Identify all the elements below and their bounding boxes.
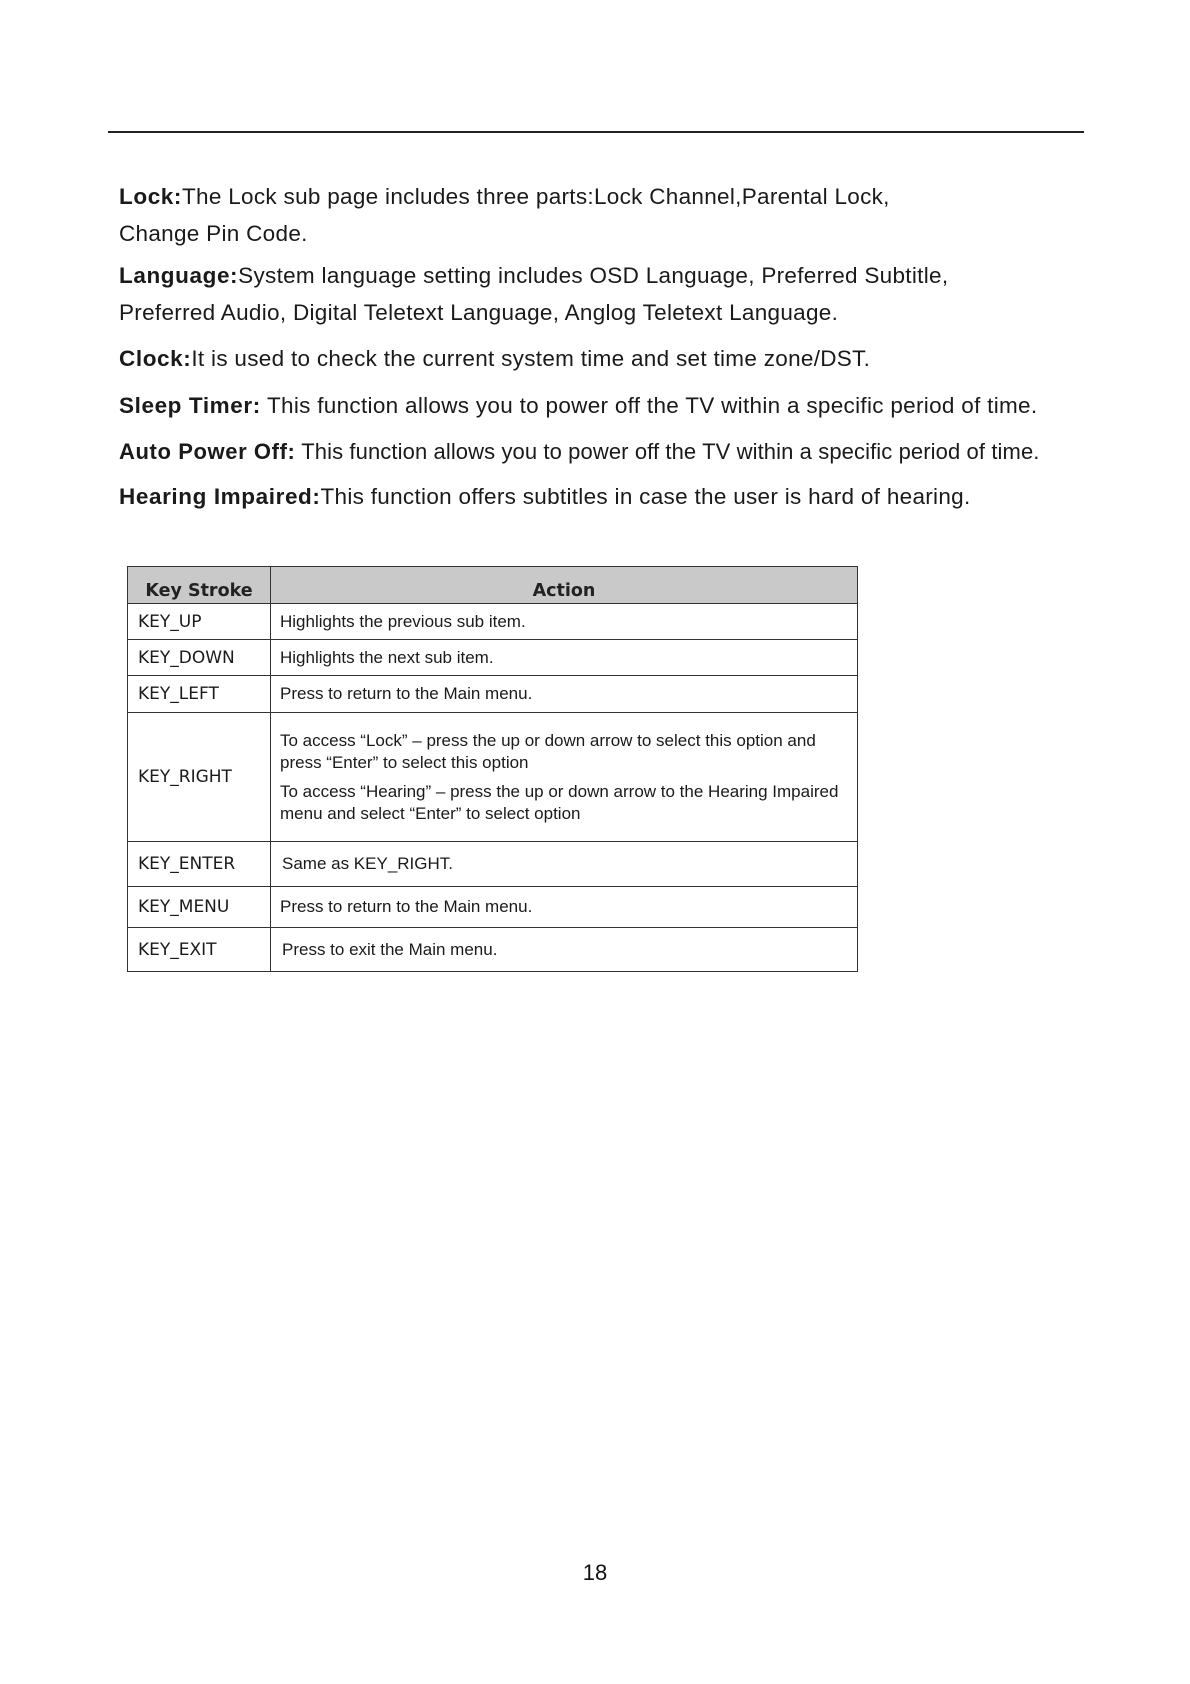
header-action: Action xyxy=(271,567,858,604)
desc-text: This function allows you to power off the TV within a specific period of time. xyxy=(295,439,1040,464)
action-text: Highlights the next sub item. xyxy=(280,647,494,667)
desc-text: System language setting includes OSD Language, Preferred Subtitle, Preferred Audio, Digital Teletext Language, Anglog Teletext Language. xyxy=(119,263,949,325)
key-cell: KEY_MENU xyxy=(128,887,271,928)
action-text: Press to return to the Main menu. xyxy=(280,897,533,916)
table-row xyxy=(128,676,858,713)
key-cell: KEY_LEFT xyxy=(128,676,271,713)
desc-term: Clock: xyxy=(119,346,192,371)
desc-text: This function allows you to power off the TV within a specific period of time. xyxy=(260,393,1038,418)
table-header-row xyxy=(128,567,858,604)
key-action-table xyxy=(127,566,858,972)
action-text: Same as KEY_RIGHT. xyxy=(282,854,454,873)
action-text: To access “Lock” – press the up or down arrow to select this option and press “Enter” to select this option xyxy=(280,730,816,772)
action-text: Press to exit the Main menu. xyxy=(282,939,498,959)
key-cell: KEY_DOWN xyxy=(128,640,271,676)
header-key-stroke: Key Stroke xyxy=(128,567,271,604)
header-rule xyxy=(108,131,1084,133)
table-row xyxy=(128,928,858,972)
desc-text: This function offers subtitles in case the user is hard of hearing. xyxy=(320,484,971,509)
action-cell xyxy=(271,713,858,842)
table-row xyxy=(128,713,858,842)
key-cell: KEY_ENTER xyxy=(128,842,271,887)
key-cell: KEY_RIGHT xyxy=(128,713,271,842)
table-row xyxy=(128,842,858,887)
table-row xyxy=(128,604,858,640)
desc-term: Lock: xyxy=(119,184,183,209)
desc-language xyxy=(119,257,1019,331)
action-cell xyxy=(271,604,858,640)
key-cell: KEY_EXIT xyxy=(128,928,271,972)
desc-sleep-timer xyxy=(119,387,1119,424)
desc-term: Hearing Impaired: xyxy=(119,484,321,509)
desc-text: The Lock sub page includes three parts:Lock Channel,Parental Lock, Change Pin Code. xyxy=(119,184,890,246)
action-cell xyxy=(271,676,858,713)
desc-auto-power-off xyxy=(119,433,1119,470)
action-cell xyxy=(271,928,858,972)
feature-descriptions xyxy=(119,178,1119,515)
action-cell xyxy=(271,887,858,928)
action-text: Highlights the previous sub item. xyxy=(280,611,526,631)
table-row xyxy=(128,640,858,676)
desc-term: Language: xyxy=(119,263,239,288)
desc-hearing-impaired xyxy=(119,478,1119,515)
action-cell xyxy=(271,842,858,887)
desc-clock xyxy=(119,340,1119,377)
action-text: Press to return to the Main menu. xyxy=(280,684,533,703)
desc-text: It is used to check the current system time and set time zone/DST. xyxy=(191,346,871,371)
key-cell: KEY_UP xyxy=(128,604,271,640)
desc-term: Auto Power Off: xyxy=(119,439,296,464)
table-row xyxy=(128,887,858,928)
action-text: To access “Hearing” – press the up or down arrow to the Hearing Impaired menu and select “Enter” to select option xyxy=(280,781,839,823)
desc-term: Sleep Timer: xyxy=(119,393,261,418)
page-number: 18 xyxy=(582,1560,608,1585)
desc-lock xyxy=(119,178,959,252)
action-cell xyxy=(271,640,858,676)
